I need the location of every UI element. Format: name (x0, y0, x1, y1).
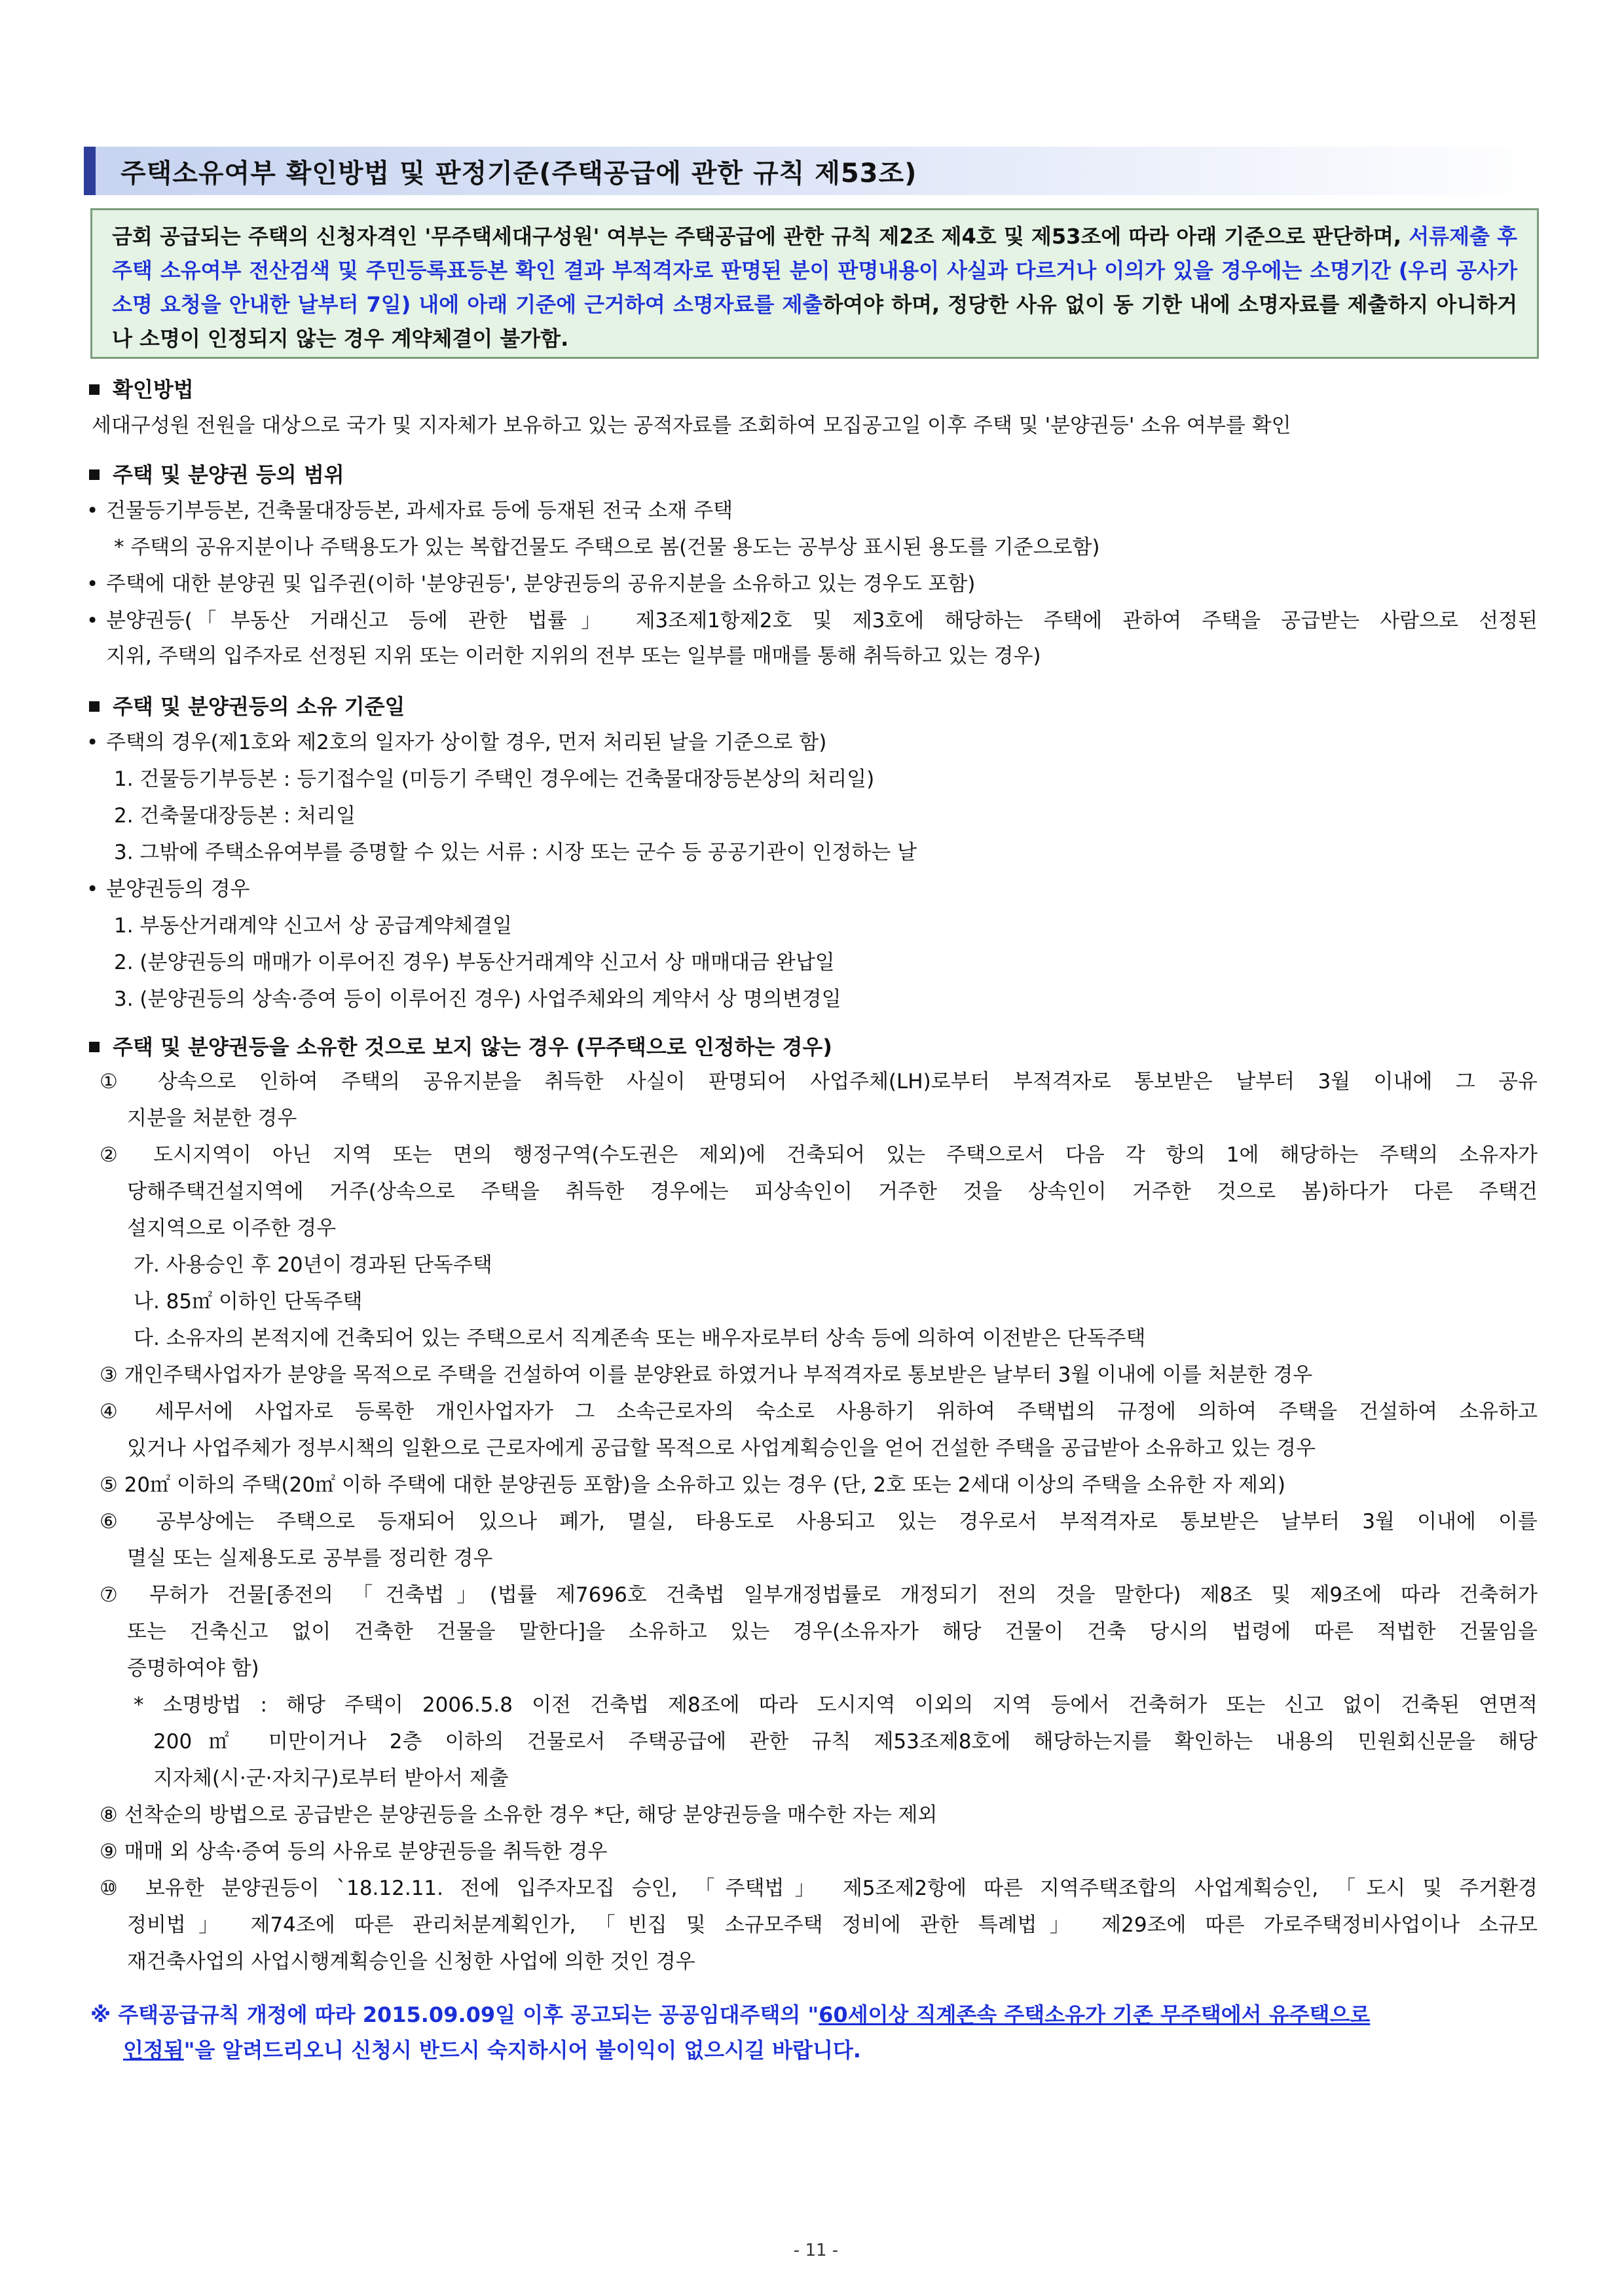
square-bullet-icon (89, 1042, 100, 1052)
reference-right-2: 2. (분양권등의 매매가 이루어진 경우) 부동산거래계약 신고서 상 매매대금 완납일 (114, 951, 835, 974)
reference-house-1: 1. 건물등기부등본 : 등기접수일 (미등기 주택인 경우에는 건축물대장등본상의 처리일) (114, 767, 875, 791)
title-bar (84, 147, 1553, 195)
reference-right-3: 3. (분양권등의 상속·증여 등이 이루어진 경우) 사업주체와의 계약서 상 명의변경일 (114, 987, 841, 1011)
exception-7: ⑦ 무허가 건물[종전의 「건축법」(법률 제7696호 건축법 일부개정법률로 개정되기 전의 것을 말한다) 제8조 및 제9조에 따라 건축허가 (100, 1583, 1538, 1607)
exception-2-cont-2: 설지역으로 이주한 경우 (127, 1217, 337, 1240)
check-method-text: 세대구성원 전원을 대상으로 국가 및 지자체가 보유하고 있는 공적자료를 조회하여 모집공고일 이후 주택 및 '분양권등' 소유 여부를 확인 (92, 414, 1291, 437)
exception-7-note: * 소명방법 : 해당 주택이 2006.5.8 이전 건축법 제8조에 따라 도시지역 이외의 지역 등에서 건축허가 또는 신고 없이 건축된 연면적 (134, 1693, 1538, 1717)
scope-item-3-cont: 지위, 주택의 입주자로 선정된 지위 또는 이러한 지위의 전부 또는 일부를 매매를 통해 취득하고 있는 경우) (106, 644, 1041, 668)
document-page (80, 0, 1552, 2295)
footer-notice (90, 1997, 1505, 2068)
reference-house-2: 2. 건축물대장등본 : 처리일 (114, 804, 356, 828)
footer-notice-prefix: ※ 주택공급규칙 개정에 따라 2015.09.09일 이후 공고되는 공공임대주택의 " (90, 2002, 819, 2027)
exception-1: ① 상속으로 인하여 주택의 공유지분을 취득한 사실이 판명되어 사업주체(LH)로부터 부적격자로 통보받은 날부터 3월 이내에 그 공유 (100, 1070, 1538, 1093)
exception-4-cont: 있거나 사업주체가 정부시책의 일환으로 근로자에게 공급할 목적으로 사업계획승인을 얻어 건설한 주택을 공급받아 소유하고 있는 경우 (127, 1437, 1316, 1460)
scope-note: * 주택의 공유지분이나 주택용도가 있는 복합건물도 주택으로 봄(건물 용도는 공부상 표시된 용도를 기준으로함) (114, 536, 1100, 559)
exception-3: ③ 개인주택사업자가 분양을 목적으로 주택을 건설하여 이를 분양완료 하였거나 부적격자로 통보받은 날부터 3월 이내에 이를 처분한 경우 (100, 1363, 1313, 1387)
square-bullet-icon (89, 469, 100, 480)
section-heading-check-method: 확인방법 (89, 373, 194, 403)
exception-7-cont-1: 또는 건축신고 없이 건축한 건물을 말한다]을 소유하고 있는 경우(소유자가 해당 건물이 건축 당시의 법령에 따른 적법한 건물임을 (127, 1620, 1538, 1643)
page-title: 주택소유여부 확인방법 및 판정기준(주택공급에 관한 규칙 제53조) (120, 158, 917, 189)
exception-7-note-cont-2: 지자체(시·군·자치구)로부터 받아서 제출 (153, 1767, 509, 1790)
exception-2-cont-1: 당해주택건설지역에 거주(상속으로 주택을 취득한 경우에는 피상속인이 거주한 것을 상속인이 거주한 것으로 봄)하다가 다른 주택건 (127, 1180, 1538, 1203)
exception-1-cont: 지분을 처분한 경우 (127, 1107, 297, 1130)
scope-item-2: • 주택에 대한 분양권 및 입주권(이하 '분양권등', 분양권등의 공유지분을 소유하고 있는 경우도 포함) (106, 570, 975, 598)
footer-notice-underlined-1: 60세이상 직계존속 주택소유가 기존 무주택에서 유주택으로 (819, 2002, 1371, 2027)
scope-item-3: • 분양권등(「부동산 거래신고 등에 관한 법률」 제3조제1항제2호 및 제3호에 해당하는 주택에 관하여 주택을 공급받는 사람으로 선정된 (106, 606, 1538, 635)
title-accent-bar (84, 147, 96, 195)
exception-7-cont-2: 증명하여야 함) (127, 1657, 259, 1680)
exception-10-cont-2: 재건축사업의 사업시행계획승인을 신청한 사업에 의한 것인 경우 (127, 1950, 695, 1974)
reference-house-case: • 주택의 경우(제1호와 제2호의 일자가 상이할 경우, 먼저 처리된 날을 기준으로 함) (106, 728, 826, 757)
exception-2-na: 나. 85㎡ 이하인 단독주택 (134, 1290, 363, 1313)
notice-text-1: 금회 공급되는 주택의 신청자격인 '무주택세대구성원' 여부는 주택공급에 관한 규칙 제2조 제4호 및 제53조에 따라 아래 기준으로 판단하며, (112, 224, 1409, 249)
notice-highlight: 서류제출 후 주택 소유여부 전산검색 및 주민등록표등본 확인 결과 부적격자로 판명된 분이 판명내용이 사실과 다르거나 이의가 있을 경우에는 소명기간 (우리 공사가 소명 요청을 안내한 날부터 7일) 내에 아래 기준에 근거하여 소명자료를 제출 (112, 224, 1517, 317)
exception-6: ⑥ 공부상에는 주택으로 등재되어 있으나 폐가, 멸실, 타용도로 사용되고 있는 경우로서 부적격자로 통보받은 날부터 3월 이내에 이를 (100, 1510, 1538, 1533)
exception-6-cont: 멸실 또는 실제용도로 공부를 정리한 경우 (127, 1547, 493, 1570)
exception-2: ② 도시지역이 아닌 지역 또는 면의 행정구역(수도권은 제외)에 건축되어 있는 주택으로서 다음 각 항의 1에 해당하는 주택의 소유자가 (100, 1143, 1538, 1167)
scope-item-1: • 건물등기부등본, 건축물대장등본, 과세자료 등에 등재된 전국 소재 주택 (106, 496, 733, 525)
exception-2-ga: 가. 사용승인 후 20년이 경과된 단독주택 (134, 1253, 492, 1277)
exception-4: ④ 세무서에 사업자로 등록한 개인사업자가 그 소속근로자의 숙소로 사용하기 위하여 주택법의 규정에 의하여 주택을 건설하여 소유하고 (100, 1400, 1538, 1423)
reference-right-1: 1. 부동산거래계약 신고서 상 공급계약체결일 (114, 914, 513, 938)
footer-notice-underlined-2: 인정됨 (123, 2038, 184, 2063)
reference-house-3: 3. 그밖에 주택소유여부를 증명할 수 있는 서류 : 시장 또는 군수 등 공공기관이 인정하는 날 (114, 841, 917, 864)
notice-box (90, 208, 1539, 359)
exception-2-da: 다. 소유자의 본적지에 건축되어 있는 주택으로서 직계존속 또는 배우자로부터 상속 등에 의하여 이전받은 단독주택 (134, 1327, 1146, 1350)
exception-10: ⑩ 보유한 분양권등이 `18.12.11. 전에 입주자모집 승인, 「주택법」 제5조제2항에 따른 지역주택조합의 사업계획승인, 「도시 및 주거환경 (100, 1877, 1538, 1900)
square-bullet-icon (89, 701, 100, 712)
exception-8: ⑧ 선착순의 방법으로 공급받은 분양권등을 소유한 경우 *단, 해당 분양권등을 매수한 자는 제외 (100, 1803, 938, 1827)
exception-10-cont-1: 정비법」 제74조에 따른 관리처분계획인가, 「빈집 및 소규모주택 정비에 관한 특례법」 제29조에 따른 가로주택정비사업이나 소규모 (127, 1913, 1538, 1937)
section-heading-reference-date: 주택 및 분양권등의 소유 기준일 (89, 690, 405, 720)
page-number: - 11 - (793, 2241, 839, 2260)
notice-text-2: 하여야 하며, 정당한 사유 없이 동 기한 내에 소명자료를 제출하지 아니하거나 소명이 인정되지 않는 경우 계약체결이 불가함. (112, 292, 1517, 351)
exception-7-note-cont-1: 200㎡ 미만이거나 2층 이하의 건물로서 주택공급에 관한 규칙 제53조제8호에 해당하는지를 확인하는 내용의 민원회신문을 해당 (153, 1730, 1538, 1753)
footer-notice-suffix: "을 알려드리오니 신청시 반드시 숙지하시어 불이익이 없으시길 바랍니다. (183, 2038, 861, 2063)
section-heading-exceptions: 주택 및 분양권등을 소유한 것으로 보지 않는 경우 (무주택으로 인정하는 경우) (89, 1031, 832, 1061)
exception-9: ⑨ 매매 외 상속·증여 등의 사유로 분양권등을 취득한 경우 (100, 1840, 608, 1864)
reference-right-case: • 분양권등의 경우 (106, 875, 249, 904)
section-heading-scope: 주택 및 분양권 등의 범위 (89, 458, 344, 488)
square-bullet-icon (89, 384, 100, 395)
exception-5: ⑤ 20㎡ 이하의 주택(20㎡ 이하 주택에 대한 분양권등 포함)을 소유하고 있는 경우 (단, 2호 또는 2세대 이상의 주택을 소유한 자 제외) (100, 1473, 1286, 1497)
